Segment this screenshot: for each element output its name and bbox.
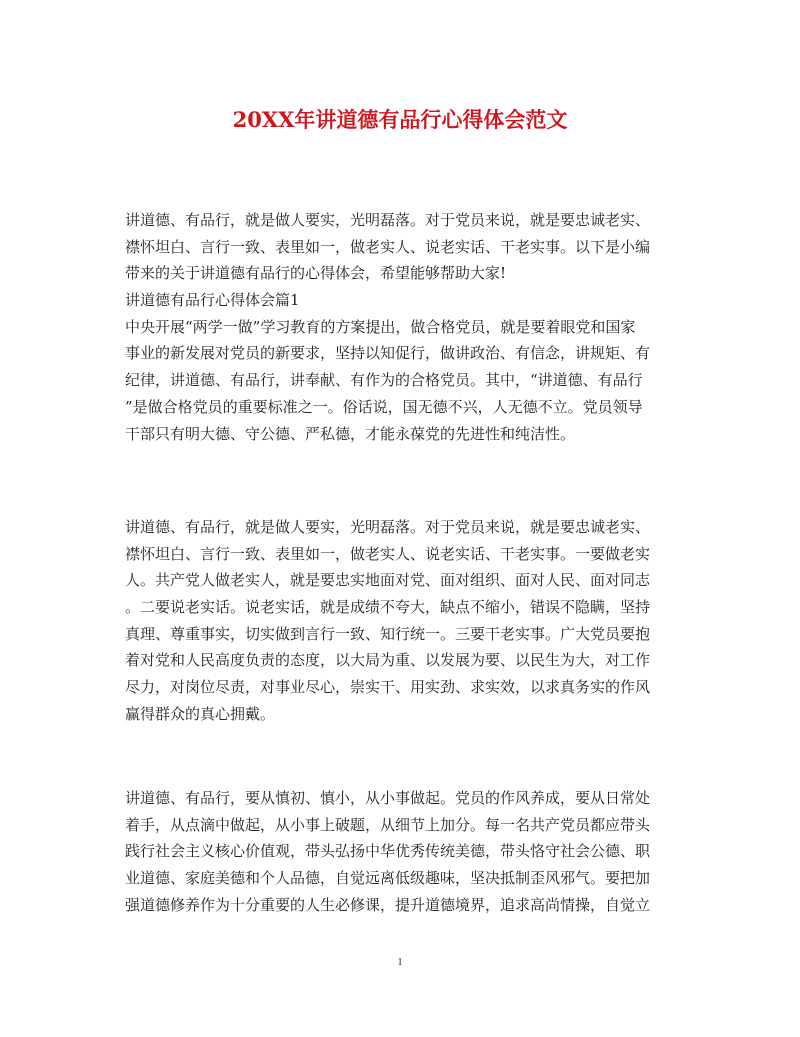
text-line: 讲道德、有品行，就是做人要实，光明磊落。对于党员来说，就是要忠诚老实、 [125,211,651,229]
text-line: 襟怀坦白、言行一致、表里如一，做老实人、说老实话、干老实事。以下是小编 [125,237,651,256]
text-line: 讲道德、有品行，就是做人要实，光明磊落。对于党员来说，就是要忠诚老实、 [125,518,651,536]
paragraph-block-1 [125,207,685,447]
text-line: 干部只有明大德、守公德、严私德，才能永葆党的先进性和纯洁性。 [125,424,576,443]
document-title: 20XX年讲道德有品行心得体会范文 [232,107,568,132]
text-line: ”是做合格党员的重要标准之一。俗话说，国无德不兴，人无德不立。党员领导 [125,397,643,416]
text-line: 讲道德、有品行，要从慎初、慎小，从小事做起。党员的作风养成，要从日常处 [125,789,651,807]
paragraph-block-3 [125,785,685,918]
text-line: 着对党和人民高度负责的态度，以大局为重、以发展为要、以民生为大，对工作 [125,651,651,670]
text-line: 赢得群众的真心拥戴。 [125,704,276,723]
text-line: 人。共产党人做老实人，就是要忠实地面对党、面对组织、面对人民、面对同志 [125,571,651,590]
text-line: 强道德修养作为十分重要的人生必修课，提升道德境界，追求高尚情操，自觉立 [125,895,651,914]
text-line: 事业的新发展对党员的新要求，坚持以知促行，做讲政治、有信念，讲规矩、有 [125,344,651,363]
page-number: 1 [397,956,403,968]
text-line: 纪律，讲道德、有品行，讲奉献、有作为的合格党员。其中，“讲道德、有品行 [125,371,643,390]
text-line: 践行社会主义核心价值观，带头弘扬中华优秀传统美德，带头恪守社会公德、职 [125,842,651,861]
text-line: 襟怀坦白、言行一致、表里如一，做老实人、说老实话、干老实事。一要做老实 [125,544,651,563]
text-line: 真理、尊重事实，切实做到言行一致、知行统一。三要干老实事。广大党员要抱 [125,624,651,643]
paragraph-block-2 [125,514,685,728]
section-heading: 讲道德有品行心得体会篇1 [125,291,300,310]
text-line: 业道德、家庭美德和个人品德，自觉远离低级趣味，坚决抵制歪风邪气。要把加 [125,869,651,888]
text-line: 着手，从点滴中做起，从小事上破题，从细节上加分。每一名共产党员都应带头 [125,815,651,834]
text-line: 。二要说老实话。说老实话，就是成绩不夸大，缺点不缩小，错误不隐瞒，坚持 [125,598,651,617]
text-line: 尽力，对岗位尽责，对事业尽心，崇实干、用实劲、求实效，以求真务实的作风 [125,678,651,697]
text-line: 带来的关于讲道德有品行的心得体会，希望能够帮助大家! [125,264,507,283]
text-line: 中央开展“两学一做”学习教育的方案提出，做合格党员，就是要着眼党和国家 [125,317,636,336]
